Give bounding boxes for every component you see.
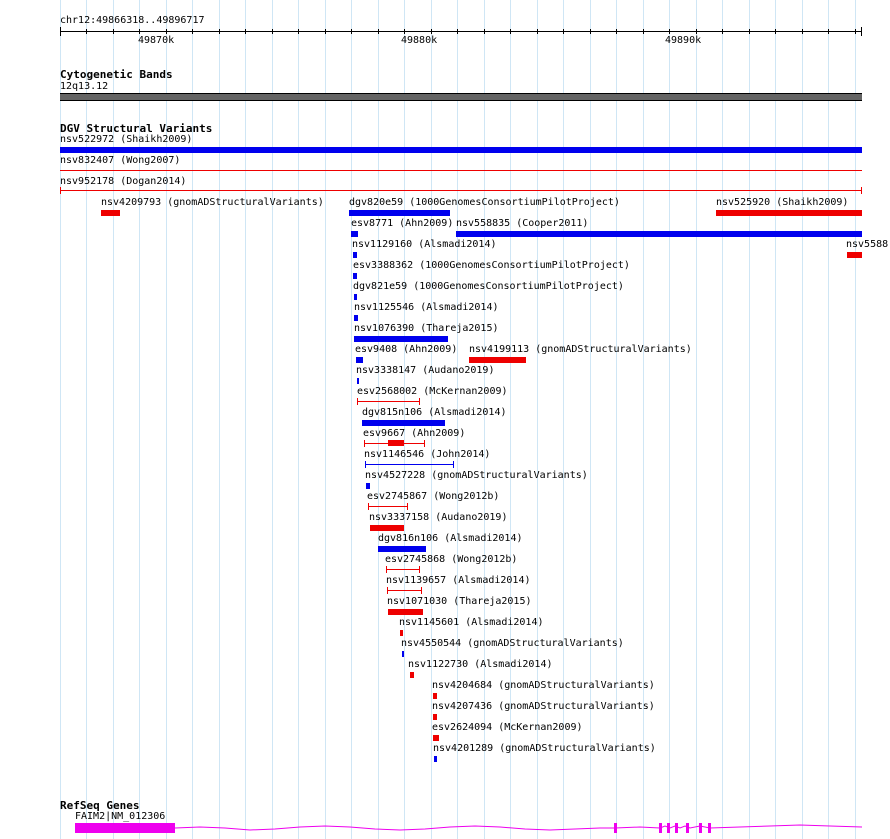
variant-label: esv2624094 (McKernan2009) xyxy=(432,722,583,733)
variant-label: dgv816n106 (Alsmadi2014) xyxy=(378,533,523,544)
variant-label: dgv820e59 (1000GenomesConsortiumPilotProject) xyxy=(349,197,620,208)
ruler-tick-label: 49880k xyxy=(401,35,438,46)
variant-label: nsv1129160 (Alsmadi2014) xyxy=(352,239,497,250)
cytoband-track-title: Cytogenetic Bands xyxy=(60,68,173,81)
variant-label: nsv4550544 (gnomADStructuralVariants) xyxy=(401,638,624,649)
variant-label: nsv4199113 (gnomADStructuralVariants) xyxy=(469,344,692,355)
variant-bar[interactable] xyxy=(388,609,423,615)
variant-bar[interactable] xyxy=(353,273,357,279)
variant-bar[interactable] xyxy=(434,756,437,762)
variant-bar[interactable] xyxy=(433,693,437,699)
variant-bar[interactable] xyxy=(353,252,357,258)
variant-label: nsv3337158 (Audano2019) xyxy=(369,512,508,523)
dgv-track-title: DGV Structural Variants xyxy=(60,122,213,135)
variant-bar[interactable] xyxy=(60,190,862,191)
variant-bar[interactable] xyxy=(60,170,862,171)
variant-bar[interactable] xyxy=(370,525,404,531)
variant-label: esv8771 (Ahn2009) xyxy=(351,218,454,229)
variant-label: nsv5588 xyxy=(846,239,889,250)
variant-label: nsv4527228 (gnomADStructuralVariants) xyxy=(365,470,588,481)
variant-label: nsv1146546 (John2014) xyxy=(364,449,491,460)
variant-label: nsv1125546 (Alsmadi2014) xyxy=(354,302,499,313)
variant-label: nsv4209793 (gnomADStructuralVariants) xyxy=(101,197,324,208)
variant-bar[interactable] xyxy=(386,569,420,570)
variant-bar[interactable] xyxy=(362,420,445,426)
cytoband-bar[interactable] xyxy=(60,93,862,101)
variant-bar[interactable] xyxy=(60,147,862,153)
variant-bar[interactable] xyxy=(366,483,370,489)
variant-bar[interactable] xyxy=(378,546,426,552)
refseq-track-title: RefSeq Genes xyxy=(60,799,140,812)
variant-label: esv2745867 (Wong2012b) xyxy=(367,491,500,502)
variant-label: esv9408 (Ahn2009) xyxy=(355,344,458,355)
variant-label: nsv3338147 (Audano2019) xyxy=(356,365,495,376)
variant-label: esv3388362 (1000GenomesConsortiumPilotProject) xyxy=(353,260,630,271)
variant-label: nsv1071030 (Thareja2015) xyxy=(387,596,532,607)
variant-label: nsv4207436 (gnomADStructuralVariants) xyxy=(432,701,655,712)
variant-label: esv2745868 (Wong2012b) xyxy=(385,554,518,565)
variant-label: nsv1145601 (Alsmadi2014) xyxy=(399,617,544,628)
ruler-location: chr12:49866318..49896717 xyxy=(60,15,205,26)
variant-bar[interactable] xyxy=(354,336,448,342)
variant-label: esv2568002 (McKernan2009) xyxy=(357,386,508,397)
variant-bar[interactable] xyxy=(349,210,450,216)
variant-bar[interactable] xyxy=(400,630,403,636)
variant-label: nsv1122730 (Alsmadi2014) xyxy=(408,659,553,670)
variant-label: nsv1076390 (Thareja2015) xyxy=(354,323,499,334)
variant-label: dgv821e59 (1000GenomesConsortiumPilotProject) xyxy=(353,281,624,292)
ruler-line xyxy=(60,31,862,32)
variant-bar[interactable] xyxy=(433,714,437,720)
variant-bar[interactable] xyxy=(101,210,120,216)
variant-label: nsv558835 (Cooper2011) xyxy=(456,218,589,229)
gene-label: FAIM2|NM_012306 xyxy=(75,811,166,822)
variant-bar[interactable] xyxy=(351,231,358,237)
variant-bar[interactable] xyxy=(354,315,358,321)
cytoband-label: 12q13.12 xyxy=(60,81,109,92)
variant-label: nsv832407 (Wong2007) xyxy=(60,155,181,166)
variant-bar[interactable] xyxy=(716,210,862,216)
variant-bar[interactable] xyxy=(387,590,422,591)
variant-bar[interactable] xyxy=(368,506,408,507)
variant-bar[interactable] xyxy=(469,357,526,363)
variant-bar[interactable] xyxy=(356,357,363,363)
variant-label: nsv952178 (Dogan2014) xyxy=(60,176,187,187)
variant-bar[interactable] xyxy=(365,464,454,465)
ruler-tick-label: 49890k xyxy=(665,35,702,46)
variant-label: nsv525920 (Shaikh2009) xyxy=(716,197,849,208)
variant-bar[interactable] xyxy=(402,651,404,657)
variant-label: dgv815n106 (Alsmadi2014) xyxy=(362,407,507,418)
ruler-tick-label: 49870k xyxy=(138,35,175,46)
variant-bar[interactable] xyxy=(357,401,420,402)
variant-bar[interactable] xyxy=(410,672,414,678)
variant-bar[interactable] xyxy=(433,735,439,741)
variant-bar[interactable] xyxy=(847,252,862,258)
variant-label: nsv522972 (Shaikh2009) xyxy=(60,134,193,145)
variant-label: nsv4204684 (gnomADStructuralVariants) xyxy=(432,680,655,691)
variant-bar[interactable] xyxy=(354,294,357,300)
variant-label: nsv4201289 (gnomADStructuralVariants) xyxy=(433,743,656,754)
variant-bar[interactable] xyxy=(357,378,359,384)
variant-bar[interactable] xyxy=(456,231,862,237)
variant-label: esv9667 (Ahn2009) xyxy=(363,428,466,439)
variant-label: nsv1139657 (Alsmadi2014) xyxy=(386,575,531,586)
